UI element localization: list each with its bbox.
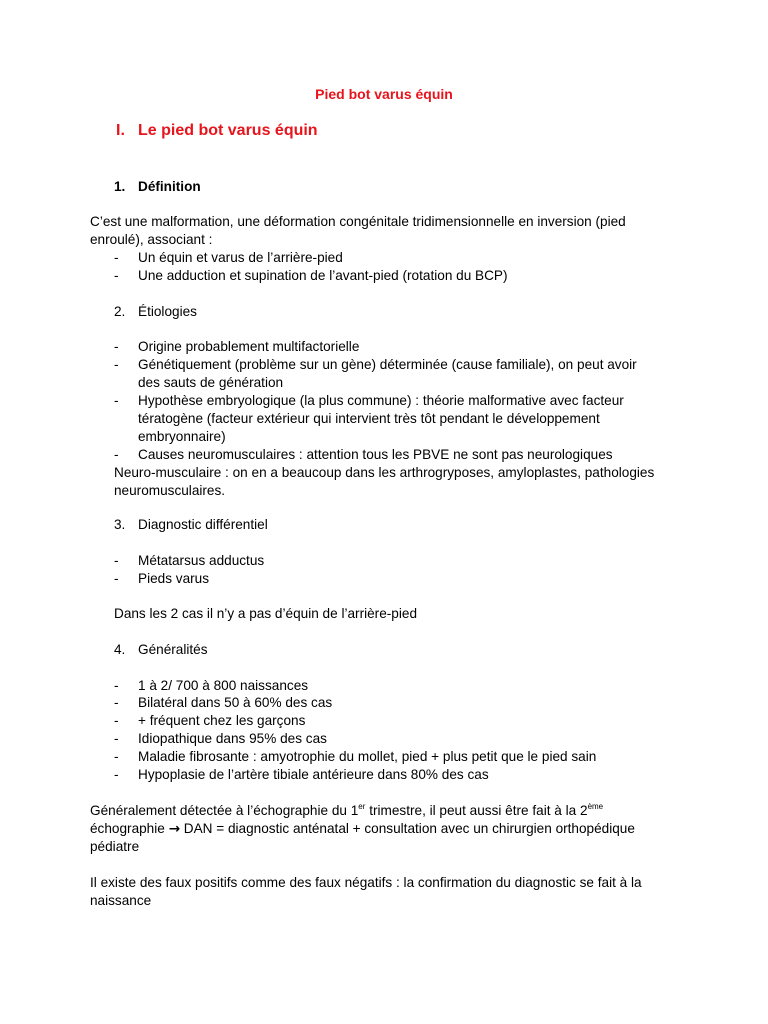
list-item: - Hypothèse embryologique (la plus commune) : théorie malformative avec facteur <box>114 393 624 408</box>
list-item: - Idiopathique dans 95% des cas <box>114 731 327 746</box>
list-item: - Maladie fibrosante : amyotrophie du mollet, pied + plus petit que le pied sain <box>114 749 597 764</box>
list-item: - Causes neuromusculaires : attention tous les PBVE ne sont pas neurologiques <box>114 447 613 462</box>
heading-text: Le pied bot varus équin <box>138 122 318 139</box>
etiologies-note-line1: Neuro-musculaire : on en a beaucoup dans les arthrogryposes, amyloplastes, pathologies <box>114 465 655 480</box>
list-item: - Une adduction et supination de l’avant-pied (rotation du BCP) <box>114 268 508 283</box>
list-item: - Métatarsus adductus <box>114 553 265 568</box>
list-item: - 1 à 2/ 700 à 800 naissances <box>114 678 309 693</box>
list-item: - Origine probablement multifactorielle <box>114 339 360 354</box>
etiologies-note-line2: neuromusculaires. <box>114 483 226 498</box>
definition-intro-line2: enroulé), associant : <box>90 232 213 247</box>
list-item-continuation: embryonnaire) <box>138 429 226 444</box>
heading-number: I. <box>116 122 125 139</box>
list-item: - Bilatéral dans 50 à 60% des cas <box>114 695 333 710</box>
conclusion-line1: Il existe des faux positifs comme des faux négatifs : la confirmation du diagnostic se fait à la <box>90 875 642 890</box>
conclusion-line2: naissance <box>90 893 152 908</box>
list-item: - Pieds varus <box>114 571 210 586</box>
detection-line3: pédiatre <box>90 839 140 854</box>
section-heading-definition: 1. Définition <box>114 179 201 194</box>
diagnostic-note: Dans les 2 cas il n’y a pas d’équin de l’arrière-pied <box>114 606 417 621</box>
section-heading-etiologies: 2. Étiologies <box>114 304 197 319</box>
main-heading <box>116 122 318 140</box>
list-item: - Génétiquement (problème sur un gène) déterminée (cause familiale), on peut avoir <box>114 357 637 372</box>
section-heading-diagnostic: 3. Diagnostic différentiel <box>114 517 268 532</box>
arrow-right-icon: → <box>168 821 180 837</box>
list-item: - + fréquent chez les garçons <box>114 713 306 728</box>
detection-line1: Généralement détectée à l’échographie du 1er trimestre, il peut aussi être fait à la 2ème <box>90 802 604 818</box>
document-title: Pied bot varus équin <box>315 86 453 102</box>
list-item-continuation: tératogène (facteur extérieur qui intervient très tôt pendant le développement <box>138 411 600 426</box>
detection-line2: échographie → DAN = diagnostic anténatal + consultation avec un chirurgien orthopédique <box>90 821 635 837</box>
list-item: - Hypoplasie de l’artère tibiale antérieure dans 80% des cas <box>114 767 489 782</box>
definition-intro-line1: C’est une malformation, une déformation congénitale tridimensionnelle en inversion (pied <box>90 214 626 229</box>
list-item: - Un équin et varus de l’arrière-pied <box>114 250 343 265</box>
section-heading-generalites: 4. Généralités <box>114 642 208 657</box>
list-item-continuation: des sauts de génération <box>138 375 284 390</box>
